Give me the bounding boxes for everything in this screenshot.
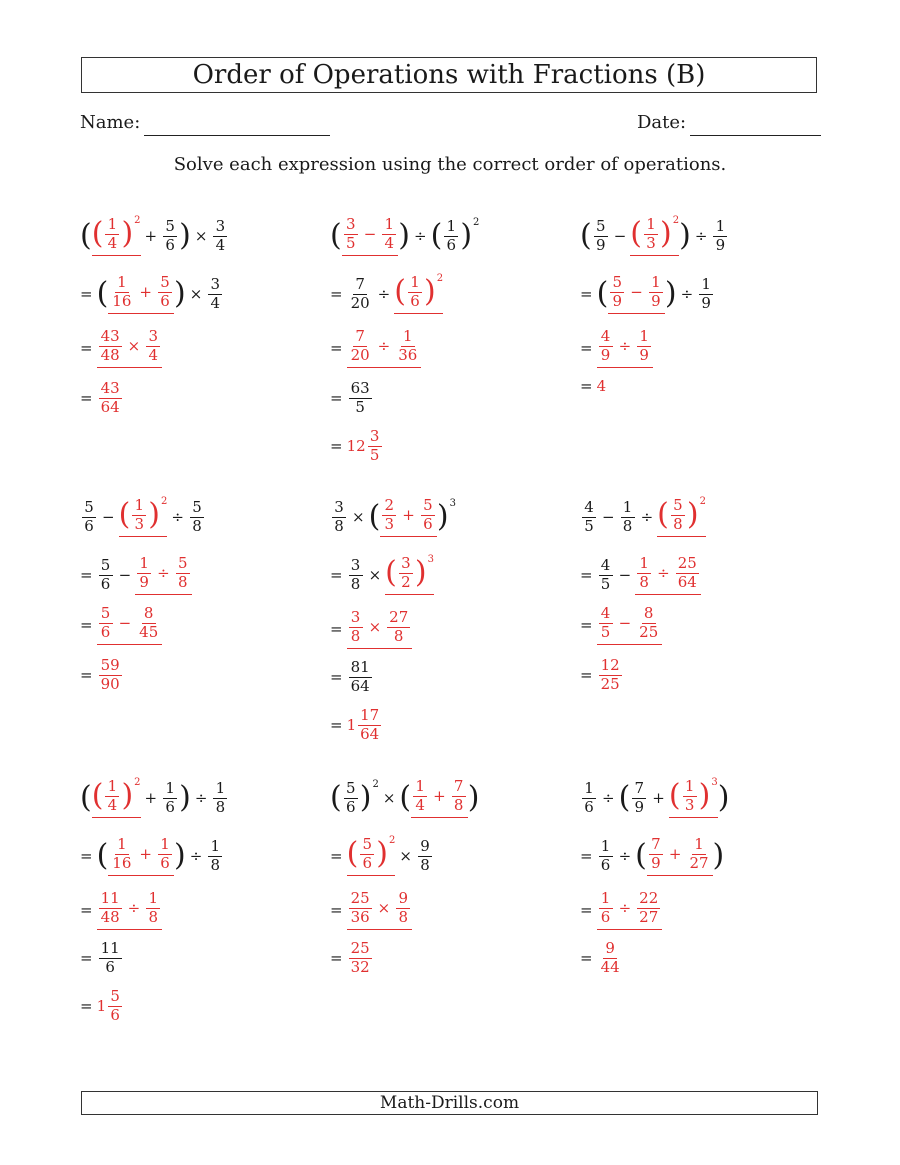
date-line bbox=[690, 135, 821, 136]
problem-9-answer: = $\frac{9}{44}$ bbox=[580, 939, 620, 976]
problem-8-expression: ( $\frac{5}{6}$ ) 2 × ( $\frac{1}{4}$ + $\frac{7}{8}$ ) bbox=[330, 778, 479, 818]
problem-1-step-2: = $\frac{43}{48}$ × $\frac{3}{4}$ bbox=[80, 328, 162, 368]
name-line bbox=[144, 135, 330, 136]
problem-1-step-1: = ( $\frac{1}{16}$ + $\frac{5}{6}$ ) × $\frac{3}{4}$ bbox=[80, 274, 224, 314]
problem-7-answer: = 1 $\frac{5}{6}$ bbox=[80, 986, 124, 1026]
problem-9-step-1: = $\frac{1}{6}$ ÷ ( $\frac{7}{9}$ + $\frac{1}{27}$ ) bbox=[580, 836, 724, 876]
problem-1-expression: ( ( $\frac{1}{4}$ ) 2 + $\frac{5}{6}$ ) × $\frac{3}{4}$ bbox=[80, 216, 229, 256]
instructions: Solve each expression using the correct order of operations. bbox=[173, 154, 727, 175]
name-label: Name: bbox=[80, 112, 141, 133]
problem-2-step-2: = $\frac{7}{20}$ ÷ $\frac{1}{36}$ bbox=[330, 328, 421, 368]
problem-8-step-1: = ( $\frac{5}{6}$ ) 2 × $\frac{9}{8}$ bbox=[330, 836, 434, 876]
problem-5 bbox=[330, 497, 550, 817]
problem-9-expression: $\frac{1}{6}$ ÷ ( $\frac{7}{9}$ + ( $\frac{1}{3}$ ) 3 ) bbox=[580, 778, 729, 818]
problem-2-answer: = 12 $\frac{3}{5}$ bbox=[330, 426, 384, 466]
problem-6-step-1: = $\frac{4}{5}$ − $\frac{1}{8}$ ÷ $\frac{25}{64}$ bbox=[580, 555, 701, 595]
problem-8-step-2: = $\frac{25}{36}$ × $\frac{9}{8}$ bbox=[330, 890, 412, 930]
problem-2-step-1: = $\frac{7}{20}$ ÷ ( $\frac{1}{6}$ ) 2 bbox=[330, 274, 443, 314]
problem-1-answer: = $\frac{43}{64}$ bbox=[80, 379, 120, 416]
problem-3-step-2: = $\frac{4}{9}$ ÷ $\frac{1}{9}$ bbox=[580, 328, 653, 368]
problem-7 bbox=[80, 778, 300, 1098]
problem-3-expression: ( $\frac{5}{9}$ − ( $\frac{1}{3}$ ) 2 ) ÷ $\frac{1}{9}$ bbox=[580, 216, 729, 256]
worksheet-title: Order of Operations with Fractions (B) bbox=[81, 57, 817, 93]
problem-9-step-2: = $\frac{1}{6}$ ÷ $\frac{22}{27}$ bbox=[580, 890, 662, 930]
problem-6 bbox=[580, 497, 800, 817]
problem-7-step-3: = $\frac{11}{6}$ bbox=[80, 939, 120, 976]
problem-2 bbox=[330, 216, 550, 536]
problem-9 bbox=[580, 778, 800, 1098]
problem-5-step-2: = $\frac{3}{8}$ × $\frac{27}{8}$ bbox=[330, 609, 412, 649]
problem-6-answer: = $\frac{12}{25}$ bbox=[580, 656, 620, 693]
problem-8-answer: = $\frac{25}{32}$ bbox=[330, 939, 370, 976]
date-label: Date: bbox=[637, 112, 687, 133]
problem-5-step-1: = $\frac{3}{8}$ × ( $\frac{3}{2}$ ) 3 bbox=[330, 555, 434, 595]
problem-4-step-2: = $\frac{5}{6}$ − $\frac{8}{45}$ bbox=[80, 605, 162, 645]
problem-3-answer: = 4 bbox=[580, 377, 607, 395]
problem-5-step-3: = $\frac{81}{64}$ bbox=[330, 658, 370, 695]
problem-4-step-1: = $\frac{5}{6}$ − $\frac{1}{9}$ ÷ $\frac{5}{8}$ bbox=[80, 555, 192, 595]
problem-3 bbox=[580, 216, 800, 536]
problem-5-answer: = 1 $\frac{17}{64}$ bbox=[330, 706, 380, 743]
problem-6-step-2: = $\frac{4}{5}$ − $\frac{8}{25}$ bbox=[580, 605, 662, 645]
problem-7-step-1: = ( $\frac{1}{16}$ + $\frac{1}{6}$ ) ÷ $\frac{1}{8}$ bbox=[80, 836, 224, 876]
problem-2-step-3: = $\frac{63}{5}$ bbox=[330, 379, 370, 416]
problem-4-answer: = $\frac{59}{90}$ bbox=[80, 656, 120, 693]
footer-site-link[interactable]: Math-Drills.com bbox=[81, 1091, 818, 1115]
problem-8 bbox=[330, 778, 550, 1098]
problem-4-expression: $\frac{5}{6}$ − ( $\frac{1}{3}$ ) 2 ÷ $\frac{5}{8}$ bbox=[80, 497, 206, 537]
problem-4 bbox=[80, 497, 300, 817]
problem-5-expression: $\frac{3}{8}$ × ( $\frac{2}{3}$ + $\frac{5}{6}$ ) 3 bbox=[330, 497, 456, 537]
problem-7-step-2: = $\frac{11}{48}$ ÷ $\frac{1}{8}$ bbox=[80, 890, 162, 930]
problem-7-expression: ( ( $\frac{1}{4}$ ) 2 + $\frac{1}{6}$ ) ÷ $\frac{1}{8}$ bbox=[80, 778, 229, 818]
problem-3-step-1: = ( $\frac{5}{9}$ − $\frac{1}{9}$ ) ÷ $\frac{1}{9}$ bbox=[580, 274, 715, 314]
problem-6-expression: $\frac{4}{5}$ − $\frac{1}{8}$ ÷ ( $\frac{5}{8}$ ) 2 bbox=[580, 497, 706, 537]
problem-2-expression: ( $\frac{3}{5}$ − $\frac{1}{4}$ ) ÷ ( $\frac{1}{6}$ ) 2 bbox=[330, 216, 479, 256]
problem-1 bbox=[80, 216, 300, 536]
